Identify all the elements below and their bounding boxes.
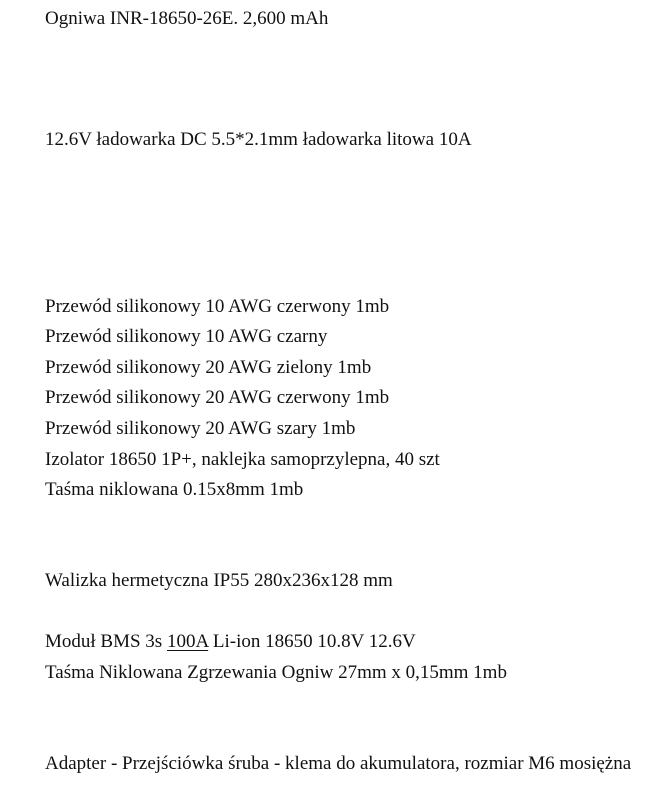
- adapter-line: Adapter - Przejściówka śruba - klema do akumulatora, rozmiar M6 mosiężna: [45, 753, 632, 774]
- nickel-strip-welding-line: Taśma Niklowana Zgrzewania Ogniw 27mm x 0,15mm 1mb: [45, 662, 507, 683]
- bms-prefix: Moduł BMS 3s: [45, 631, 167, 652]
- wire-10awg-black-line: Przewód silikonowy 10 AWG czarny: [45, 326, 328, 347]
- battery-cells-line: Ogniwa INR-18650-26E. 2,600 mAh: [45, 8, 329, 29]
- bms-suffix: Li-ion 18650 10.8V 12.6V: [208, 631, 416, 652]
- wire-10awg-red-line: Przewód silikonowy 10 AWG czerwony 1mb: [45, 296, 390, 317]
- wire-20awg-gray-line: Przewód silikonowy 20 AWG szary 1mb: [45, 418, 356, 439]
- insulator-line: Izolator 18650 1P+, naklejka samoprzylepna, 40 szt: [45, 449, 440, 470]
- bms-current-rating: 100A: [166, 631, 209, 652]
- wire-20awg-red-line: Przewód silikonowy 20 AWG czerwony 1mb: [45, 387, 390, 408]
- charger-line: 12.6V ładowarka DC 5.5*2.1mm ładowarka litowa 10A: [45, 129, 472, 150]
- nickel-strip-line: Taśma niklowana 0.15x8mm 1mb: [45, 479, 304, 500]
- bms-line: [45, 627, 416, 658]
- case-line: Walizka hermetyczna IP55 280x236x128 mm: [45, 570, 393, 591]
- wire-20awg-green-line: Przewód silikonowy 20 AWG zielony 1mb: [45, 357, 372, 378]
